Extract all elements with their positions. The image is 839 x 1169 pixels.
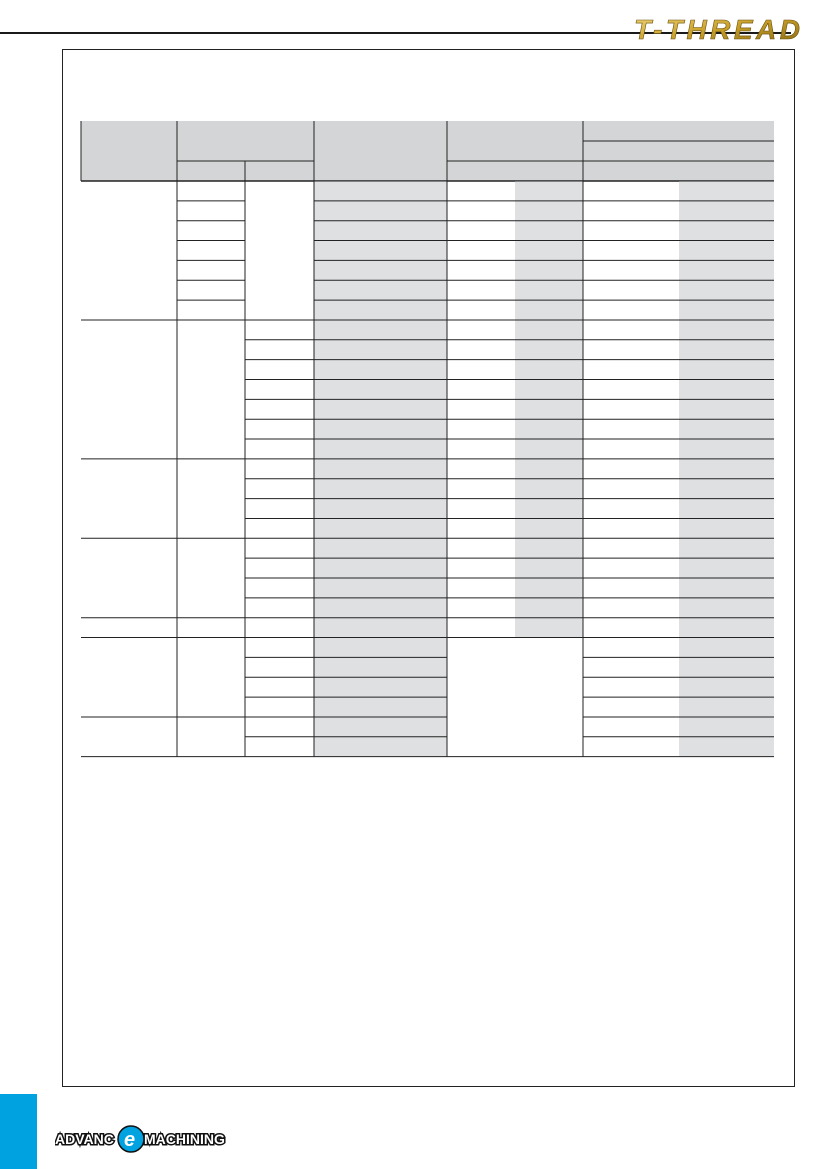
table-header — [81, 121, 774, 181]
spec-table — [63, 50, 796, 1088]
svg-text:e: e — [124, 1129, 136, 1151]
content-frame — [62, 49, 795, 1087]
t-thread-logo — [630, 12, 805, 46]
shaded-column — [679, 181, 774, 757]
shaded-column — [314, 181, 447, 757]
shaded-column — [515, 181, 583, 638]
svg-text:ADVANC: ADVANC — [55, 1131, 114, 1147]
svg-text:MACHINING: MACHINING — [144, 1131, 225, 1147]
advance-machining-logo — [55, 1120, 235, 1156]
svg-text:T-THREAD: T-THREAD — [634, 14, 800, 45]
blue-edge-tab — [0, 1094, 37, 1169]
